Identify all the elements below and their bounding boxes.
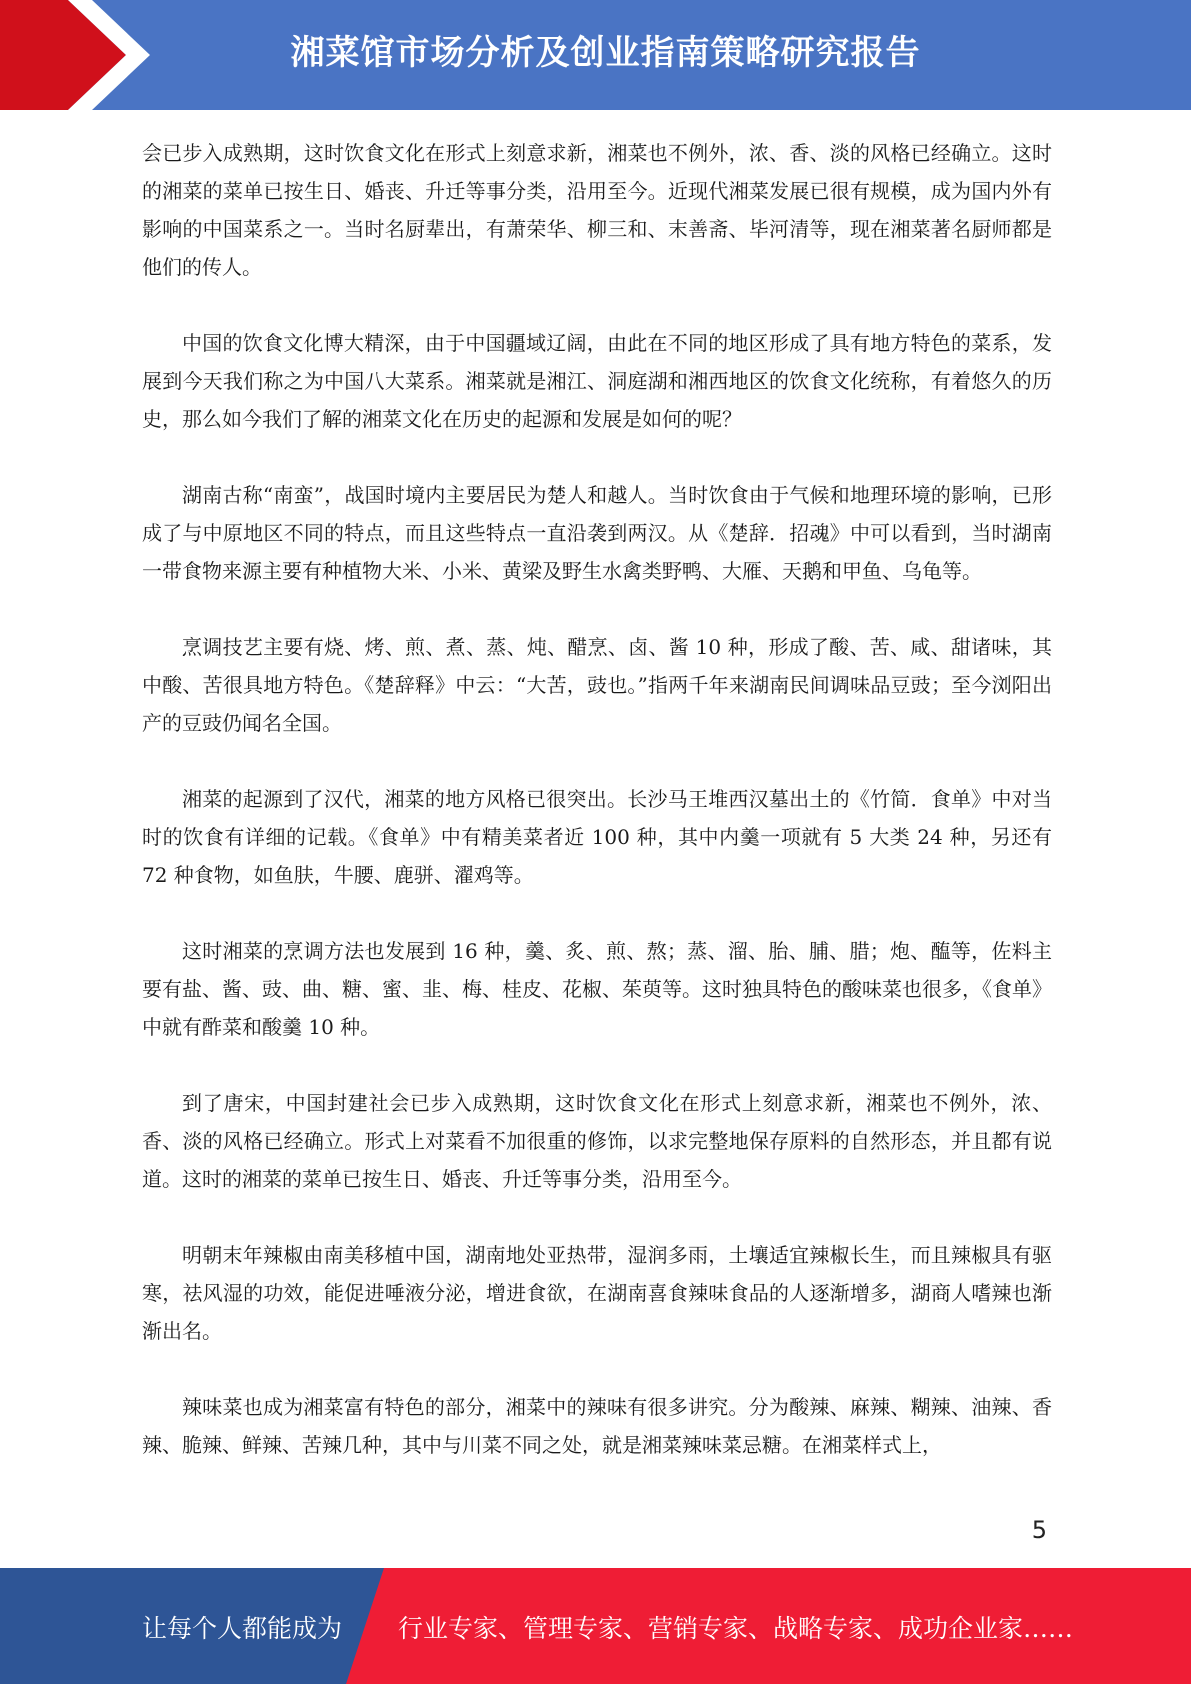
page-footer: [0, 1568, 1191, 1684]
footer-slogan-right: 行业专家、管理专家、营销专家、战略专家、成功企业家……: [398, 1614, 1074, 1643]
paragraph: 湘菜的起源到了汉代，湘菜的地方风格已很突出。长沙马王堆西汉墓出土的《竹简．食单》中对当时的饮食有详细的记载。《食单》中有精美菜者近 100 种，其中内羹一项就有 5 大类 24 种，另还有 72 种食物，如鱼肤，牛腰、鹿骈、濯鸡等。: [142, 787, 1052, 887]
paragraph: 明朝末年辣椒由南美移植中国，湖南地处亚热带，湿润多雨，土壤适宜辣椒长生，而且辣椒具有驱寒，祛风湿的功效，能促进唾液分泌，增进食欲，在湖南喜食辣味食品的人逐渐增多，湖商人嗜辣也渐渐出名。: [142, 1243, 1052, 1343]
paragraph: 会已步入成熟期，这时饮食文化在形式上刻意求新，湘菜也不例外，浓、香、淡的风格已经确立。这时的湘菜的菜单已按生日、婚丧、升迁等事分类，沿用至今。近现代湘菜发展已很有规模，成为国内外有影响的中国菜系之一。当时名厨辈出，有萧荣华、柳三和、末善斋、毕河清等，现在湘菜著名厨师都是他们的传人。: [142, 141, 1052, 279]
paragraph: 烹调技艺主要有烧、烤、煎、煮、蒸、炖、醋烹、卤、酱 10 种，形成了酸、苦、咸、甜诸味，其中酸、苦很具地方特色。《楚辞释》中云：“大苦，豉也。”指两千年来湖南民间调味品豆豉；至今浏阳出产的豆豉仍闻名全国。: [142, 635, 1052, 735]
footer-slogan-left: 让每个人都能成为: [142, 1614, 343, 1643]
paragraph: 辣味菜也成为湘菜富有特色的部分，湘菜中的辣味有很多讲究。分为酸辣、麻辣、糊辣、油辣、香辣、脆辣、鲜辣、苦辣几种，其中与川菜不同之处，就是湘菜辣味菜忌糖。在湘菜样式上，: [142, 1395, 1052, 1457]
paragraph: 这时湘菜的烹调方法也发展到 16 种，羹、炙、煎、熬；蒸、溜、胎、脯、腊；炮、醢等，佐料主要有盐、酱、豉、曲、糖、蜜、韭、梅、桂皮、花椒、茱萸等。这时独具特色的酸味菜也很多，《食单》中就有酢菜和酸羹 10 种。: [142, 939, 1052, 1039]
paragraph: 中国的饮食文化博大精深，由于中国疆域辽阔，由此在不同的地区形成了具有地方特色的菜系，发展到今天我们称之为中国八大菜系。湘菜就是湘江、洞庭湖和湘西地区的饮食文化统称，有着悠久的历史，那么如今我们了解的湘菜文化在历史的起源和发展是如何的呢？: [142, 331, 1052, 431]
paragraph: 湖南古称“南蛮”，战国时境内主要居民为楚人和越人。当时饮食由于气候和地理环境的影响，已形成了与中原地区不同的特点，而且这些特点一直沿袭到两汉。从《楚辞．招魂》中可以看到，当时湖南一带食物来源主要有种植物大米、小米、黄梁及野生水禽类野鸭、大雁、天鹅和甲鱼、乌龟等。: [142, 483, 1052, 583]
report-title: 湘菜馆市场分析及创业指南策略研究报告: [290, 33, 921, 73]
document-body: [142, 134, 1052, 1502]
page-number: 5: [1031, 1516, 1047, 1544]
paragraph: 到了唐宋，中国封建社会已步入成熟期，这时饮食文化在形式上刻意求新，湘菜也不例外，浓、香、淡的风格已经确立。形式上对菜看不加很重的修饰，以求完整地保存原料的自然形态，并且都有说道。这时的湘菜的菜单已按生日、婚丧、升迁等事分类，沿用至今。: [142, 1091, 1052, 1191]
page-header: [0, 0, 1191, 110]
